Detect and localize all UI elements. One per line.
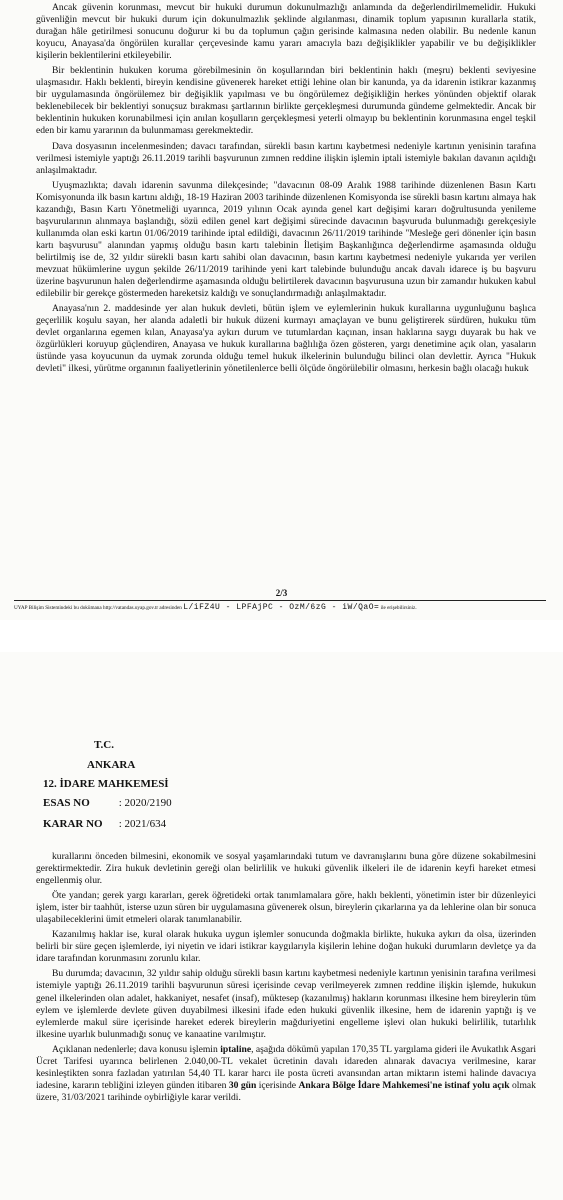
verdict-text: olmak üzere, 31/03/2021 tarihinde oybirliğiyle karar verildi. <box>36 1079 536 1103</box>
paragraph: Ancak güvenin korunması, mevcut bir hukuki durumun dokunulmazlığı anlamında da değerlendirilmemelidir. Hukuki güvenliğin mevcut bir hukuki durum için dokunulmazlık şeklinde algılanması, dinamik toplum yapısının kurallarla statik, durağan hâle getirilmesi sonucunu doğurur ki bu da toplumun çağın gerisinde kalmasına neden olabilir. Bu nedenle kanun koyucu, Anayasa'da öngörülen kurallar çerçevesinde kamu yararı amacıyla bazı değişiklikler yapabilir ve bu değişiklikler kişilerin beklentilerini etkileyebilir. <box>36 2 536 62</box>
karar-label: KARAR NO <box>43 818 103 830</box>
verdict-bold: iptaline <box>220 1043 252 1055</box>
paragraph: Bir beklentinin hukuken koruma görebilmesinin ön koşullarından biri beklentinin haklı (meşru) beklenti seviyesine ulaşmasıdır. Haklı beklenti, bireyin kendisine güvenerek hareket ettiği lehine olan bir kanunda, ya da idarenin istikrar kazanmış bir uygulamasında öngörülemez bir değişiklik yapılması ve bu öngörülemez değişikliğin herkes yönünden objektif olarak beklenebilecek bir beklentiyi sonuçsuz bırakması şartlarının birlikte gerçekleşmesi durumunda gündeme gelmektedir. Ancak bir beklentinin hukuken korunabilmesi için anılan koşulların gerçekleşmesi yeterli olmayıp bu beklentinin korunmasına engel teşkil eden bir kamu yararının da bulunmaması gerekmektedir. <box>36 65 536 137</box>
verdict-paragraph <box>36 1044 536 1104</box>
page-separator <box>0 620 563 652</box>
esas-no-row <box>43 797 172 809</box>
verdict-text: içerisinde <box>256 1079 299 1091</box>
verdict-text: , aşağıda dökümü yapılan 170,35 TL yargılama gideri ile Avukatlık Asgari Ücret Tarifesi uyarınca belirlenen 2.040,00-TL vekalet ücretinin davalı idareden alınarak davacıya verilmesine, karar kesinleştikten sonra fazladan yatırılan 54,40 TL karar harcı ile posta ücreti avansından artan miktarın istemi halinde davacıya iadesine, kararın tebliğini izleyen günden itibaren <box>36 1043 536 1091</box>
verdict-bold: 30 gün <box>228 1079 257 1091</box>
header-city: ANKARA <box>87 759 136 771</box>
footer-suffix: ile erişebilirsiniz. <box>380 605 417 611</box>
document-page-3 <box>0 652 563 1200</box>
paragraph: Bu durumda; davacının, 32 yıldır sahip olduğu sürekli basın kartını kaybetmesi nedeniyle kartının yenisinin tarafına verilmesi istemiyle yaptığı 26.11.2019 tarihli başvurunun süresi içerisinde cevap verilmeyerek zımnen reddine ilişkin işlemde, hukukun genel ilkelerinden olan adalet, hakkaniyet, nesafet (insaf), müktesep (kazanılmış) hakların korunması ilkesine hem bireylerin tüm eylem ve işlemlerde devlete güven duyabilmesi ilkesini ifade eden hukuki güvenlik ilkesine, hem de idarenin yaptığı iş ve eylemlerde makul süre içerisinde hareket ederek bireylerin mağduriyetini engelleme işlevi olan hukuki belirlilik, tutarlılık ilkesine uyarlık bulunmadığı sonuç ve kanaatine varılmıştır. <box>36 968 536 1040</box>
verdict-text: Açıklanan nedenlerle; dava konusu işlemin <box>52 1043 221 1055</box>
paragraph: Dava dosyasının incelenmesinden; davacı tarafından, sürekli basın kartını kaybetmesi nedeniyle kartının yenisinin tarafına verilmesi istemiyle yaptığı 26.11.2019 tarihli başvurunun zımnen reddine ilişkin işlemin iptali istemiyle bakılan davanın açıldığı anlaşılmaktadır. <box>36 140 536 176</box>
paragraph: Uyuşmazlıkta; davalı idarenin savunma dilekçesinde; "davacının 08-09 Aralık 1988 tarihinde düzenlenen Basın Kartı Komisyonunda ilk basın kartını aldığı, 18-19 Haziran 2003 tarihinde düzenlenen Komisyonda ise sürekli basın kartını almaya hak kazandığı, Basın Kartı Yönetmeliği uyarınca, 2019 yılının Ocak ayında genel kart değişimi kararı doğrultusunda yenileme başvurularının alınmaya başlandığı, sözü edilen genel kart değişimi sürecinde davacının başvuruda bulunmadığı gerekçesiyle kullanımda olan eski kartın 01/06/2019 tarihinde iptal edildiği, davacının 26/11/2019 tarihinde "Mesleğe geri dönenler için basın kartı başvurusu" alanından yapmış olduğu basın kartı talebinin İletişim Başkanlığınca değerlendirme aşamasında olduğu belirtilmiş ise de, 32 yıldır sürekli basın kartı sahibi olan davacının, basın kartını kaybetmesi nedeniyle yukarıda yer verilen mevzuat hükümlerine uygun şekilde 26/11/2019 tarihinde yeni kart talebinde bulunduğu ancak davalı idarece iş bu başvuru üzerine başvurunun halen değerlendirme aşamasında olduğu belirtilerek davacının başvurusuna uzun bir zamandır hukuken kabul edilebilir bir gerekçe göstermeden hareketsiz kaldığı ve sonuçlandırmadığı anlaşılmaktadır. <box>36 179 536 300</box>
karar-no-row <box>43 818 166 830</box>
page-number: 2/3 <box>275 588 288 598</box>
footer-text: UYAP Bilişim Sistemindeki bu dokümana http://vatandas.uyap.gov.tr adresinden <box>14 605 182 611</box>
page-3-body <box>36 851 536 1107</box>
page-2-body <box>36 2 536 378</box>
verdict-bold: Ankara Bölge İdare Mahkemesi'ne istinaf yolu açık <box>298 1079 510 1091</box>
verification-code: L/iFZ4U - LPFAjPC - OzM/6zG - iW/QaO= <box>183 603 380 612</box>
esas-label: ESAS NO <box>43 797 90 809</box>
paragraph: Anayasa'nın 2. maddesinde yer alan hukuk devleti, bütün işlem ve eylemlerinin hukuk kurallarına uygunluğunu başlıca geçerlilik koşulu sayan, her alanda adaletli bir hukuk düzeni kurmayı amaçlayan ve bunu geliştirerek sürdüren, hukuku tüm devlet organlarına egemen kılan, Anayasa'ya aykırı durum ve tutumlardan kaçınan, insan haklarına saygı duyarak bu hak ve özgürlükleri koruyup güçlendiren, Anayasa ve hukuk kurallarına bağlılığa özen gösteren, yargı denetimine açık olan, yasaların üstünde yasa koyucunun da uymak zorunda olduğu temel hukuk ilkelerinin bulunduğu bilinci olan devlettir. Ayrıca "Hukuk devleti" ilkesi, yürütme organının faaliyetlerinin yönetilenlerce belli ölçüde öngörülebilir olmasını, herkesin bağlı olacağı hukuk <box>36 303 536 375</box>
footer-divider <box>14 600 546 601</box>
paragraph: Öte yandan; gerek yargı kararları, gerek öğretideki ortak tanımlamalara göre, haklı beklenti, yönetimin ister bir düzenleyici işlem, ister bir taahhüt, isterse uzun süren bir uygulamasına güvenerek olsun, bireylerin çıkarlarına ya da lehlerine olan bir sonuca ulaşabileceklerini ümit etmeleri olarak tanımlanabilir. <box>36 890 536 926</box>
header-court: 12. İDARE MAHKEMESİ <box>43 778 169 790</box>
karar-value: : 2021/634 <box>118 818 167 830</box>
paragraph: kurallarını önceden bilmesini, ekonomik ve sosyal yaşamlarındaki tutum ve davranışlarını buna göre düzene sokabilmesini gerektirmektedir. Zira hukuk devletinin gereği olan belirlilik ve hukuki güvenlik ilkeleri ile de idarenin keyfi hareket etmesi engellenmiş olur. <box>36 851 536 887</box>
esas-value: : 2020/2190 <box>118 797 172 809</box>
uyap-footer <box>14 603 554 612</box>
header-tc: T.C. <box>94 739 114 751</box>
paragraph: Kazanılmış haklar ise, kural olarak hukuka uygun işlemler sonucunda doğmakla birlikte, hukuka aykırı da olsa, üzerinden belirli bir süre geçen işlemlerde, iyi niyetin ve idari istikrar kaygılarıyla kişilerin lehine doğan hukuki durumların devletçe ya da idare tarafından korunmasını zorunlu kılar. <box>36 929 536 965</box>
